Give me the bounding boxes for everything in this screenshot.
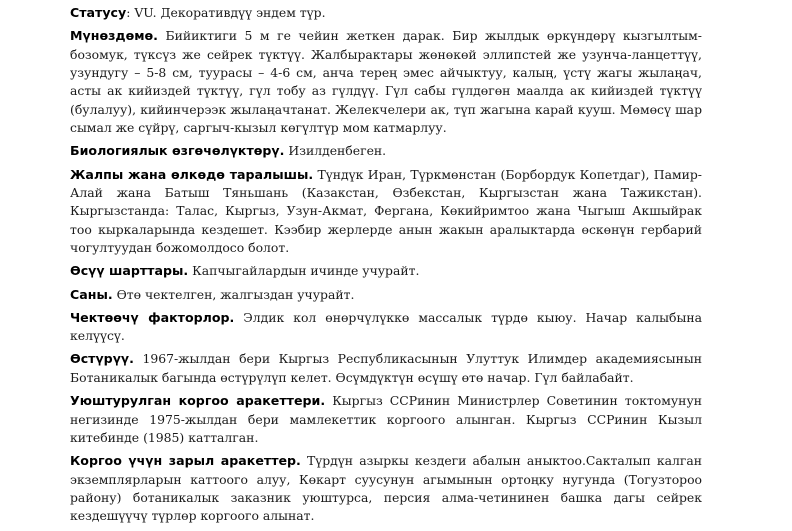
section-label: Биологиялык өзгөчөлүктөрү. [70,143,285,159]
section-text: Элдик кол өнөрчүлүккө массалык түрдө кыюу. Начар калыбына келүүсү. [70,309,702,344]
section-text: Капчыгайлардын ичинде учурайт. [192,263,420,279]
biology-paragraph [70,142,702,160]
section-label: Өстүрүү. [70,351,134,367]
section-text: Түндүк Иран, Түркмөнстан (Борбордук Копетдаг), Памир-Алай жана Батыш Тяньшань (Казакстан, Өзбекстан, Кыргызстан жана Тажикстан). Кыргызстанда: Талас, Кыргыз, Узун-Акмат, Фергана, Көкийримтоо жана Чыгыш Акшыйрак тоо кыркаларында кездешет. Кээбир жерлерде анын жакын аралыктарда өскөнүн гербарий чогултуудан божомолдосо болот. [70,166,702,256]
section-label: Статусу [70,5,127,20]
cultivation-paragraph [70,350,702,387]
protection-measures-paragraph [70,392,702,447]
document-page [70,4,702,531]
section-label: Чектөөчү факторлор. [70,309,235,325]
distribution-paragraph [70,166,702,258]
section-label: Уюштурулган коргоо аракеттери. [70,393,326,409]
separator [234,310,243,325]
section-text: VU. Декоративдүү эндем түр. [134,5,326,20]
section-text: Түрдүн азыркы кездеги абалын аныктоо.Сакталып калган экземплярларын каттоого алуу, Көкарт суусунун агымынын ортоңку нугунда (Тогузтороо району) ботаникалык заказник уюштурса, персия алма-четининен башка дагы сейрек кездешүүчү түрлөр коргоого алынат. [70,453,702,524]
section-text: 1967-жылдан бери Кыргыз Республикасынын Улуттук Илимдер академиясынын Ботаникалык багында өстүрүлүп келет. Өсүмдүктүн өсүшү өтө начар. Гүл байлабайт. [70,351,702,385]
section-text: Изилденбеген. [288,143,387,159]
separator: : [126,5,135,20]
limiting-factors-paragraph [70,309,702,346]
population-paragraph [70,286,702,304]
description-paragraph [70,27,702,137]
section-label: Өсүү шарттары. [70,263,189,279]
section-text: Бийиктиги 5 м ге чейин жеткен дарак. Бир жылдык өркүндөрү кызгылтым-бозомук, түксүз же сейрек түктүү. Жалбырактары жөнөкөй эллипстей же узунча-ланцеттүү, узундугу – 5-8 см, туурасы – 4-6 см, анча терең эмес айчыктуу, калың, үстү жагы жылаңач, асты ак кийиздей түктүү, гүл тобу аз гүлдүү. Гүл сабы гүлдөгөн маалда ак кийиздей түктүү (булалуу), кийинчерээк жылаңачтанат. Желекчелери ак, түп жагына карай кууш. Мөмөсү шар сымал же сүйрү, саргыч-кызыл көгүлтүр мом катмарлуу. [70,28,702,136]
section-label: Саны. [70,286,113,302]
separator [158,28,166,43]
section-text: Өтө чектелген, жалгыздан учурайт. [116,286,355,302]
status-paragraph [70,4,702,22]
habitat-paragraph [70,262,702,280]
required-measures-paragraph [70,452,702,526]
section-text: Кыргыз ССРинин Министрлер Советинин токтомунун негизинде 1975-жылдан бери мамлекеттик коргоого алынган. Кыргыз ССРинин Кызыл китебинде (1985) катталган. [70,393,702,445]
section-label: Жалпы жана өлкөдө таралышы. [70,166,314,182]
section-label: Коргоо үчүн зарыл аракеттер. [70,453,301,469]
section-label: Мүнөздөмө. [70,28,158,44]
